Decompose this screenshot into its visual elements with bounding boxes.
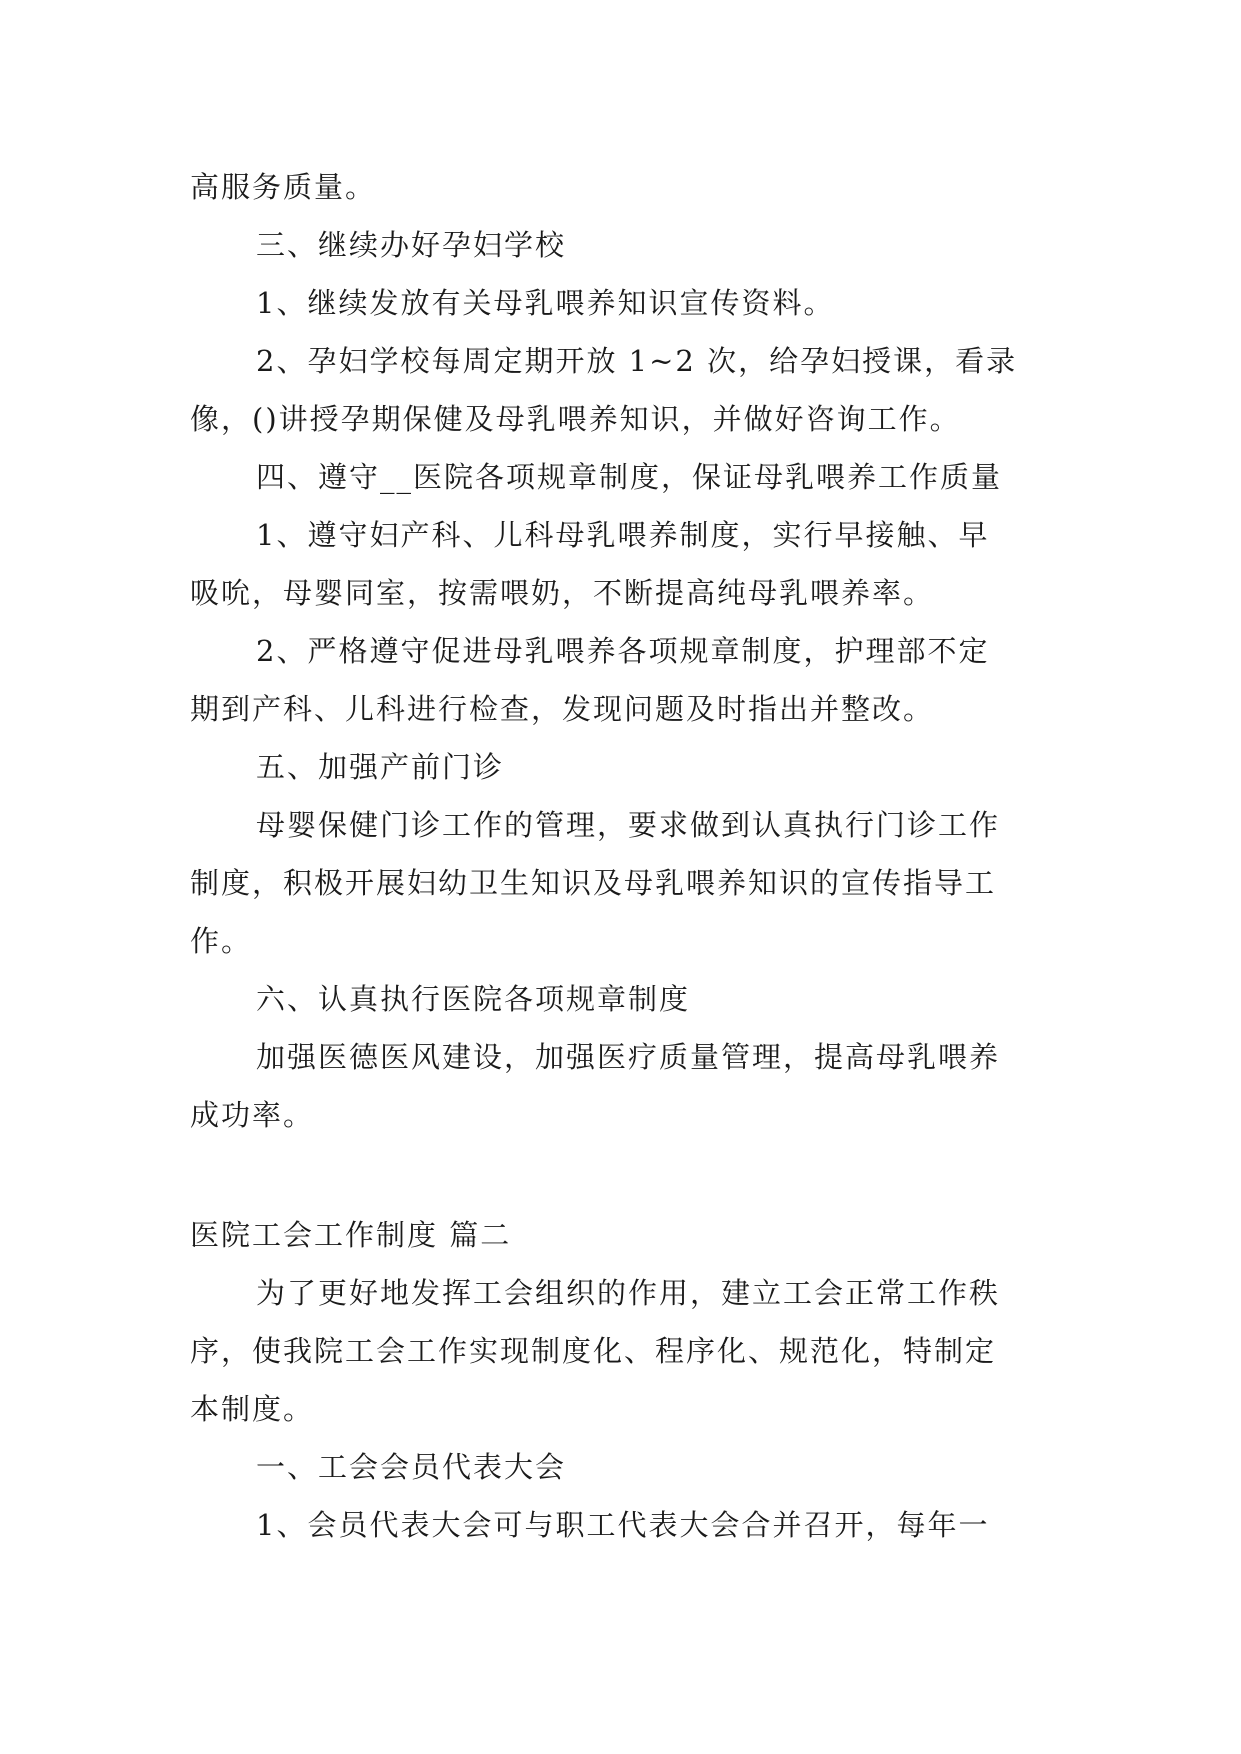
section-part-one	[190, 158, 1055, 1144]
text-line: 四、遵守__医院各项规章制度，保证母乳喂养工作质量	[256, 460, 1003, 494]
text-line: 期到产科、儿科进行检查，发现问题及时指出并整改。	[190, 692, 935, 726]
text-line: 2、孕妇学校每周定期开放 1~2 次，给孕妇授课，看录	[256, 344, 1018, 378]
text-line: 1、继续发放有关母乳喂养知识宣传资料。	[256, 286, 835, 320]
text-line: 三、继续办好孕妇学校	[256, 228, 567, 262]
section-gap	[190, 1144, 1055, 1206]
document-body	[190, 158, 1055, 1554]
text-line: 六、认真执行医院各项规章制度	[256, 982, 691, 1016]
text-line: 医院工会工作制度 篇二	[190, 1218, 512, 1252]
text-line: 像，()讲授孕期保健及母乳喂养知识，并做好咨询工作。	[190, 402, 961, 436]
text-line: 序，使我院工会工作实现制度化、程序化、规范化，特制定	[190, 1334, 997, 1368]
text-line: 成功率。	[190, 1098, 315, 1132]
text-line: 本制度。	[190, 1392, 315, 1426]
section-part-two	[190, 1206, 1055, 1554]
text-line: 母婴保健门诊工作的管理，要求做到认真执行门诊工作	[256, 808, 1001, 842]
text-line: 1、遵守妇产科、儿科母乳喂养制度，实行早接触、早	[256, 518, 990, 552]
text-line: 吸吮，母婴同室，按需喂奶，不断提高纯母乳喂养率。	[190, 576, 935, 610]
text-line: 高服务质量。	[190, 170, 377, 204]
text-line: 作。	[190, 924, 253, 958]
text-line: 制度，积极开展妇幼卫生知识及母乳喂养知识的宣传指导工	[190, 866, 997, 900]
text-line: 五、加强产前门诊	[256, 750, 505, 784]
text-line: 加强医德医风建设，加强医疗质量管理，提高母乳喂养	[256, 1040, 1001, 1074]
text-line: 2、严格遵守促进母乳喂养各项规章制度，护理部不定	[256, 634, 990, 668]
text-line: 一、工会会员代表大会	[256, 1450, 567, 1484]
text-line: 1、会员代表大会可与职工代表大会合并召开，每年一	[256, 1508, 990, 1542]
text-line: 为了更好地发挥工会组织的作用，建立工会正常工作秩	[256, 1276, 1001, 1310]
